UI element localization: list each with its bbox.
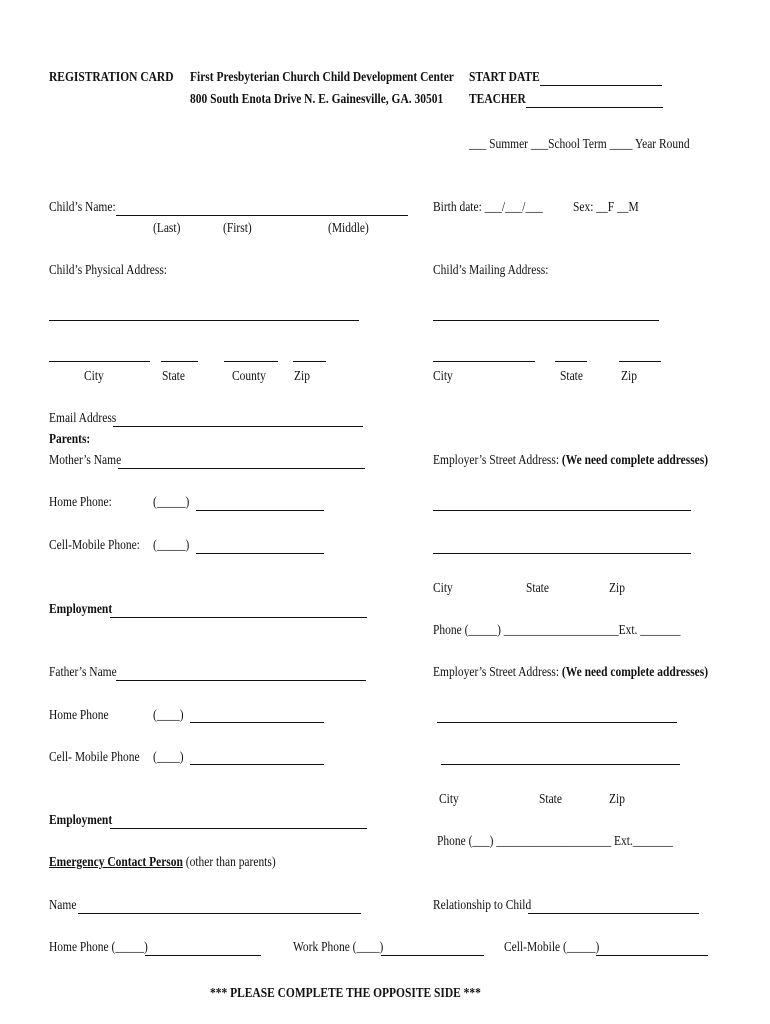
mailing-state-label: State xyxy=(560,369,583,384)
child-name-label: Child’s Name: xyxy=(49,200,116,215)
child-last-label: (Last) xyxy=(153,221,181,236)
father-employment-label: Employment xyxy=(49,813,113,828)
mailing-address-field[interactable] xyxy=(433,320,659,321)
mother-employment-field[interactable] xyxy=(110,617,367,618)
teacher-field[interactable] xyxy=(526,107,663,108)
physical-address-field[interactable] xyxy=(49,320,359,321)
birth-date-label[interactable]: Birth date: ___/___/___ xyxy=(433,200,543,215)
father-employer-address-field-2[interactable] xyxy=(441,764,680,765)
mother-employer-state-label: State xyxy=(526,581,549,596)
org-address: 800 South Enota Drive N. E. Gainesville, GA. 30501 xyxy=(190,92,444,107)
emergency-home-phone-field[interactable] xyxy=(145,955,261,956)
emergency-name-field[interactable] xyxy=(78,913,361,914)
father-employer-zip-label: Zip xyxy=(609,792,625,807)
father-employer-phone[interactable]: Phone (___) ____________________ Ext._______ xyxy=(437,834,673,849)
mother-cell-phone-area[interactable]: (_____) xyxy=(153,538,190,553)
father-employer-state-label: State xyxy=(539,792,562,807)
mailing-city-field[interactable] xyxy=(433,361,535,362)
father-cell-phone-label: Cell- Mobile Phone xyxy=(49,750,140,765)
emergency-cell-mobile-field[interactable] xyxy=(596,955,708,956)
emergency-contact-heading xyxy=(49,855,276,871)
physical-city-field[interactable] xyxy=(49,361,150,362)
father-cell-phone-area[interactable]: (____) xyxy=(153,750,184,765)
mailing-zip-field[interactable] xyxy=(619,361,661,362)
father-home-phone-field[interactable] xyxy=(190,722,324,723)
mailing-zip-label: Zip xyxy=(621,369,637,384)
emergency-home-phone-label[interactable]: Home Phone (_____) xyxy=(49,940,148,955)
physical-county-field[interactable] xyxy=(224,361,278,362)
mother-employment-label: Employment xyxy=(49,602,113,617)
mother-name-field[interactable] xyxy=(118,468,365,469)
email-label: Email Address xyxy=(49,411,117,426)
emergency-contact-title: Emergency Contact Person xyxy=(49,855,183,870)
father-name-field[interactable] xyxy=(116,680,366,681)
start-date-field[interactable] xyxy=(540,85,662,86)
physical-address-label: Child’s Physical Address: xyxy=(49,263,168,278)
physical-zip-field[interactable] xyxy=(293,361,326,362)
email-field[interactable] xyxy=(113,426,363,427)
physical-state-field[interactable] xyxy=(161,361,198,362)
emergency-contact-subtitle: (other than parents) xyxy=(182,855,276,870)
mailing-address-label: Child’s Mailing Address: xyxy=(433,263,549,278)
physical-zip-label: Zip xyxy=(294,369,310,384)
father-employment-field[interactable] xyxy=(110,828,367,829)
emergency-work-phone-field[interactable] xyxy=(381,955,484,956)
teacher-label: TEACHER xyxy=(469,92,526,107)
emergency-name-label: Name xyxy=(49,898,77,913)
relationship-field[interactable] xyxy=(528,913,699,914)
child-first-label: (First) xyxy=(223,221,252,236)
emergency-cell-mobile-label[interactable]: Cell-Mobile (_____) xyxy=(504,940,600,955)
father-employer-address-field[interactable] xyxy=(437,722,677,723)
org-name: First Presbyterian Church Child Development Center xyxy=(190,70,454,85)
mailing-city-label: City xyxy=(433,369,453,384)
child-name-field[interactable] xyxy=(116,215,408,216)
mother-cell-phone-label: Cell-Mobile Phone: xyxy=(49,538,140,553)
term-options[interactable]: ___ Summer ___School Term ____ Year Round xyxy=(469,137,690,152)
opposite-side-note: *** PLEASE COMPLETE THE OPPOSITE SIDE *** xyxy=(210,986,481,1001)
mother-home-phone-area[interactable]: (_____) xyxy=(153,495,190,510)
physical-state-label: State xyxy=(162,369,185,384)
start-date-label: START DATE xyxy=(469,70,540,85)
registration-card-title: REGISTRATION CARD xyxy=(49,70,174,85)
father-name-label: Father’s Name xyxy=(49,665,117,680)
emergency-work-phone-label[interactable]: Work Phone (____) xyxy=(293,940,384,955)
relationship-label: Relationship to Child xyxy=(433,898,532,913)
father-home-phone-label: Home Phone xyxy=(49,708,109,723)
employer-address-text: Employer’s Street Address: xyxy=(433,665,560,680)
mother-cell-phone-field[interactable] xyxy=(196,553,324,554)
father-employer-address-label xyxy=(433,665,708,681)
complete-addresses-note: (We need complete addresses) xyxy=(561,665,709,680)
mother-employer-zip-label: Zip xyxy=(609,581,625,596)
child-middle-label: (Middle) xyxy=(328,221,369,236)
mother-employer-address-field[interactable] xyxy=(433,510,691,511)
physical-county-label: County xyxy=(232,369,266,384)
father-cell-phone-field[interactable] xyxy=(190,764,324,765)
mother-employer-address-field-2[interactable] xyxy=(433,553,691,554)
parents-heading: Parents: xyxy=(49,432,91,447)
mother-home-phone-label: Home Phone: xyxy=(49,495,112,510)
mother-employer-address-label xyxy=(433,453,708,469)
employer-address-text: Employer’s Street Address: xyxy=(433,453,560,468)
mother-name-label: Mother’s Name xyxy=(49,453,122,468)
father-home-phone-area[interactable]: (____) xyxy=(153,708,184,723)
mother-employer-phone[interactable]: Phone (_____) ____________________Ext. _______ xyxy=(433,623,681,638)
father-employer-city-label: City xyxy=(439,792,459,807)
complete-addresses-note: (We need complete addresses) xyxy=(561,453,709,468)
sex-label[interactable]: Sex: __F __M xyxy=(573,200,639,215)
mother-employer-city-label: City xyxy=(433,581,453,596)
physical-city-label: City xyxy=(84,369,104,384)
mother-home-phone-field[interactable] xyxy=(196,510,324,511)
mailing-state-field[interactable] xyxy=(555,361,587,362)
